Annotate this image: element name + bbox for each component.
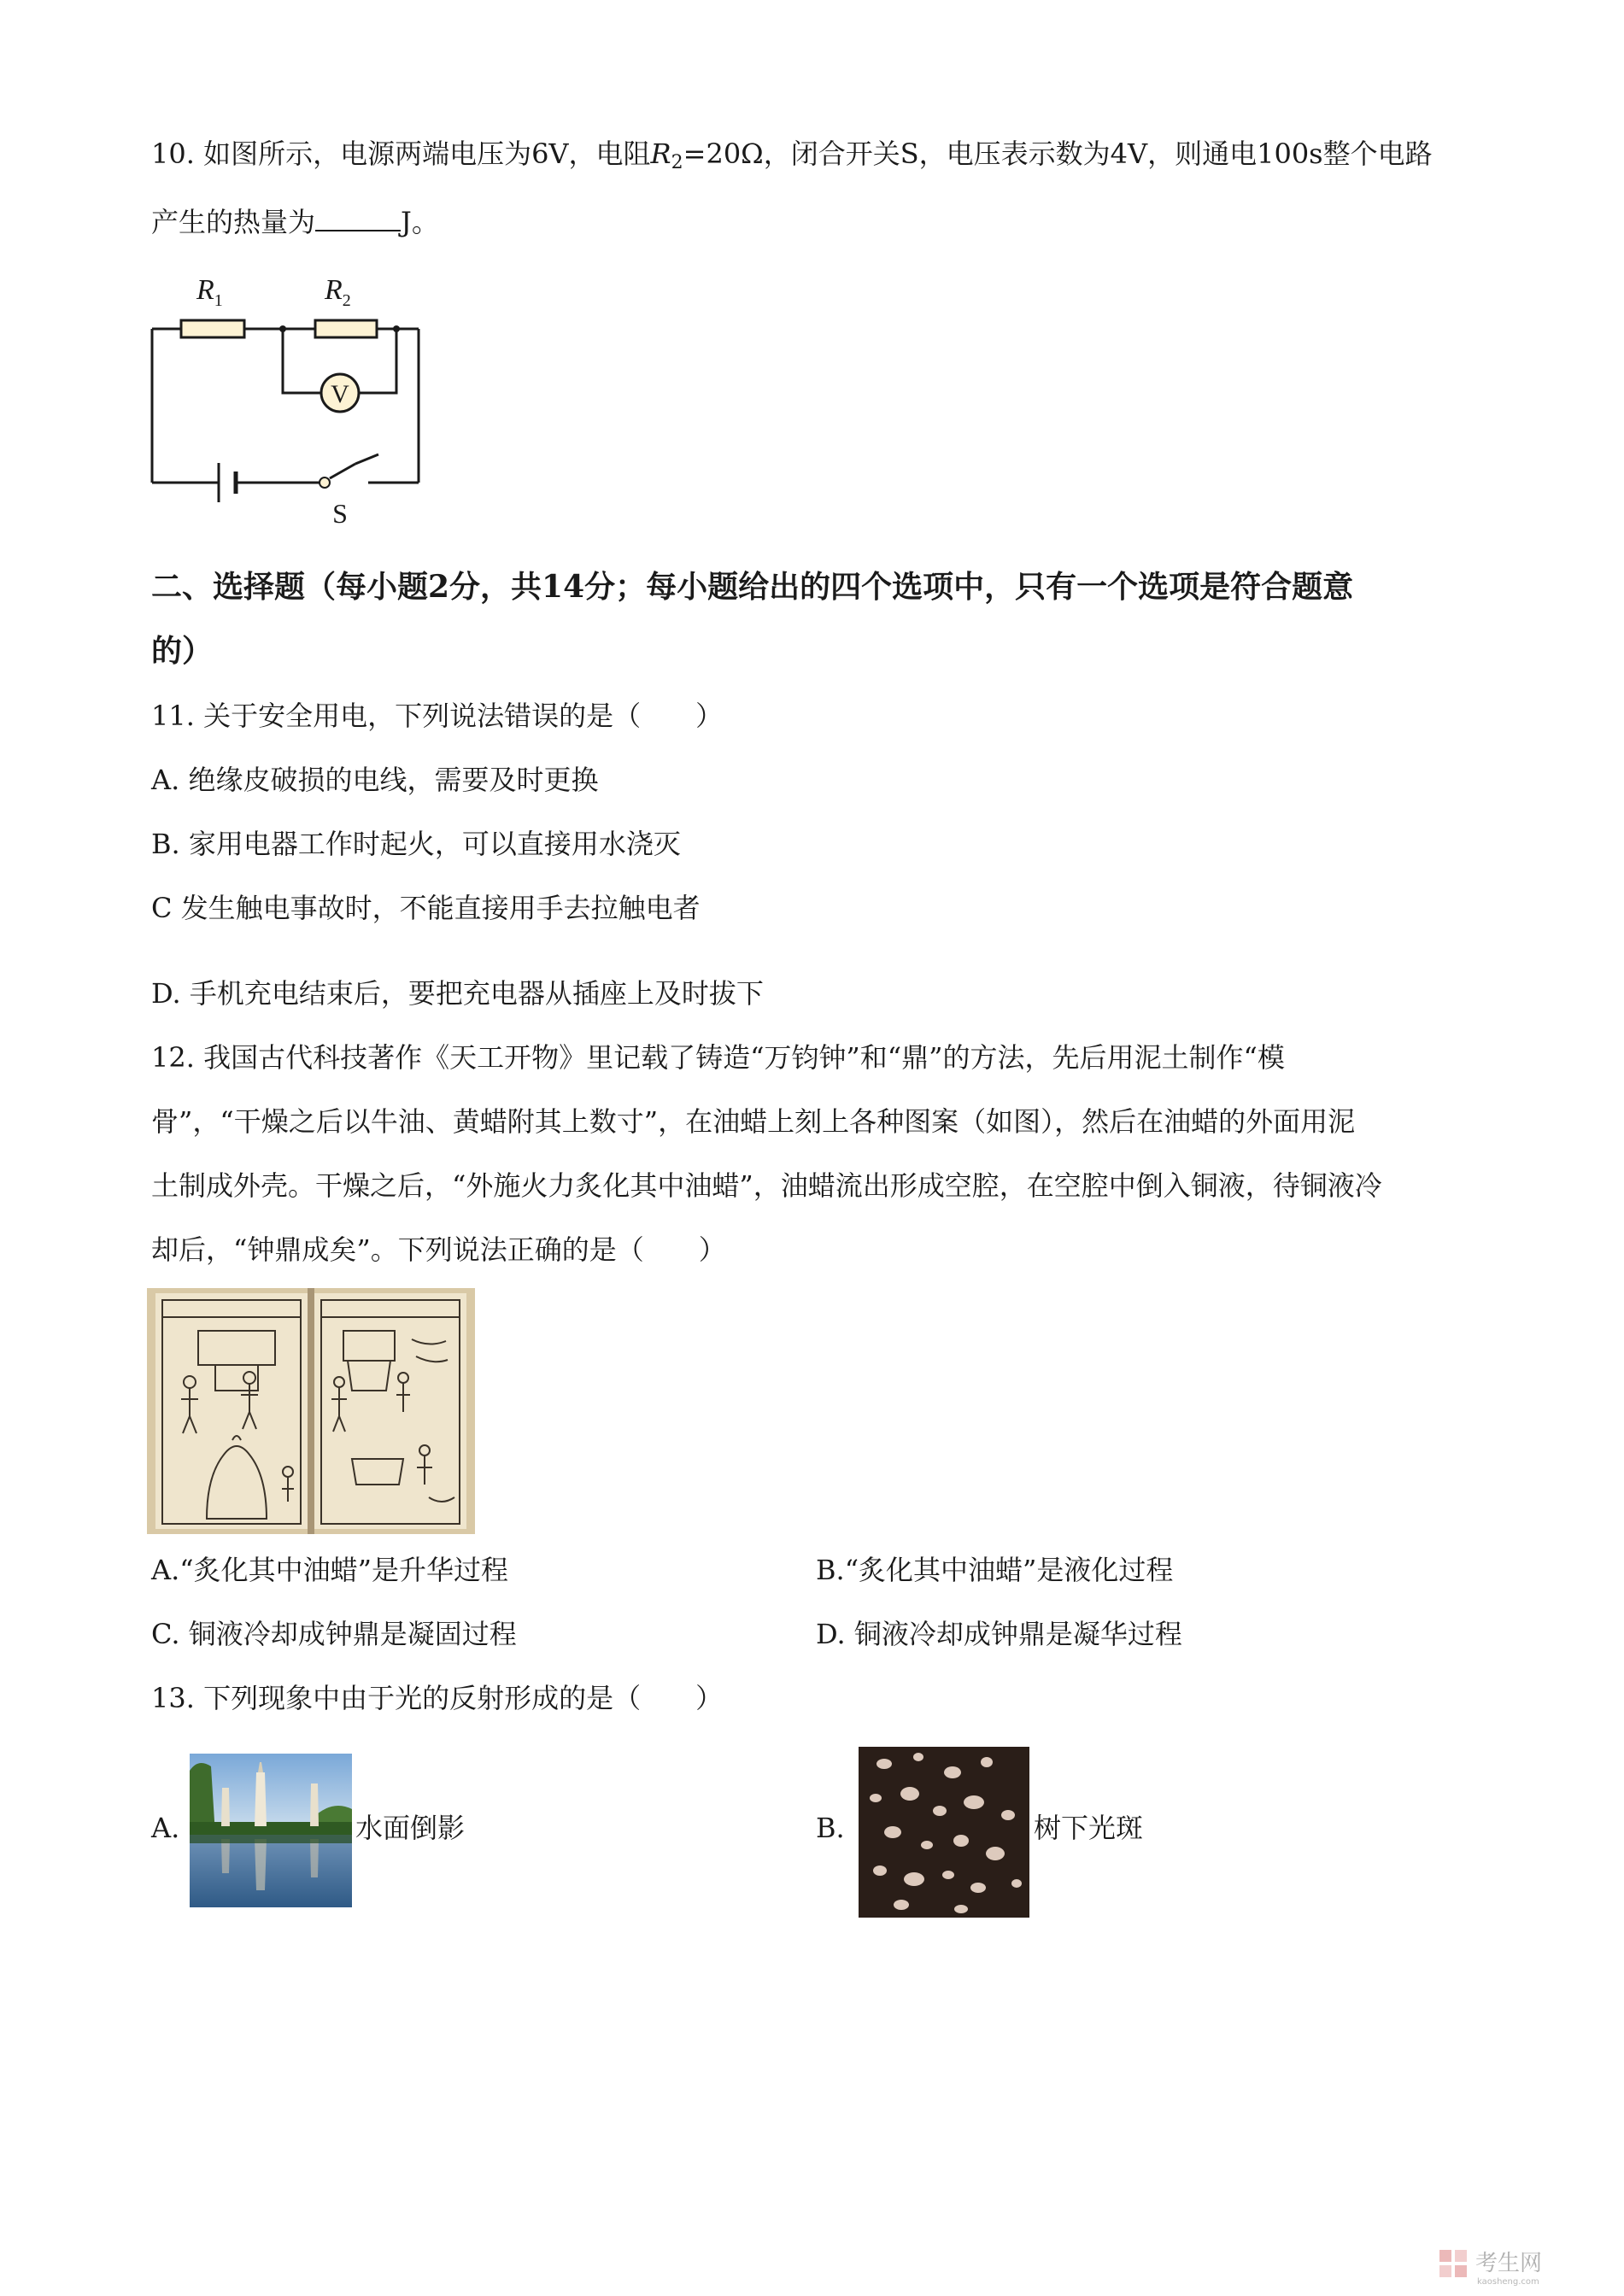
q12-option-d: D. 铜液冷却成钟鼎是凝华过程 [816, 1618, 1182, 1650]
r2-label: $R_2$ [325, 274, 351, 310]
q13-option-b-text: 树下光斑 [1034, 1812, 1144, 1844]
q13-option-a-text: 水面倒影 [355, 1812, 466, 1844]
water-reflection-photo [190, 1754, 352, 1907]
answer-blank [315, 206, 401, 231]
q12-line4: 却后，“钟鼎成矣”。下列说法正确的是（ ） [151, 1233, 726, 1266]
r2-resistor [315, 320, 377, 337]
q12-option-c: C. 铜液冷却成钟鼎是凝固过程 [151, 1618, 517, 1650]
tree-light-spots-photo [859, 1747, 1029, 1918]
q10-line2-prefix: 产生的热量为 [151, 206, 316, 238]
q12-option-b: B.“炙化其中油蜡”是液化过程 [816, 1554, 1174, 1586]
tiangong-kaiwu-illustration [147, 1288, 475, 1534]
switch-pivot [320, 477, 330, 488]
r1-label: $R_1$ [196, 274, 223, 310]
q13-option-b-label: B. [816, 1812, 845, 1844]
voltmeter-label: V [331, 380, 349, 408]
q12-line3: 土制成外壳。干燥之后，“外施火力炙化其中油蜡”，油蜡流出形成空腔，在空腔中倒入铜液，待铜液冷 [151, 1169, 1382, 1202]
q11-option-d: D. 手机充电结束后，要把充电器从插座上及时拔下 [151, 977, 764, 1010]
watermark-text: 考生网 [1475, 2251, 1543, 2276]
switch-label: S [332, 498, 348, 529]
r2-symbol: R [650, 138, 671, 170]
q11-option-b: B. 家用电器工作时起火，可以直接用水浇灭 [151, 828, 681, 860]
q12-line1: 12. 我国古代科技著作《天工开物》里记载了铸造“万钧钟”和“鼎”的方法，先后用泥土制作“模 [151, 1041, 1285, 1074]
r1-resistor [181, 320, 244, 337]
q13-stem: 13. 下列现象中由于光的反射形成的是（ ） [151, 1682, 724, 1714]
r2-subscript: 2 [671, 152, 683, 173]
q10-line1-prefix: 10. 如图所示，电源两端电压为6V，电阻 [151, 138, 651, 170]
q10-line1-suffix: =20Ω，闭合开关S，电压表示数为4V，则通电100s整个电路 [683, 138, 1433, 170]
q12-line2: 骨”，“干燥之后以牛油、黄蜡附其上数寸”，在油蜡上刻上各种图案（如图），然后在油蜡的外面用泥 [151, 1105, 1356, 1138]
q11-option-c: C 发生触电事故时，不能直接用手去拉触电者 [151, 892, 701, 924]
q12-option-a: A.“炙化其中油蜡”是升华过程 [151, 1554, 509, 1586]
q13-option-a-label: A. [151, 1812, 180, 1844]
section-heading-line1: 二、选择题（每小题2分，共14分；每小题给出的四个选项中，只有一个选项是符合题意 [151, 569, 1354, 605]
section-heading-line2: 的） [151, 633, 214, 669]
q10-line2-suffix: J。 [401, 206, 439, 238]
kaosheng-watermark [1436, 2245, 1598, 2287]
circuit-diagram [144, 265, 434, 530]
q11-option-a: A. 绝缘皮破损的电线，需要及时更换 [151, 764, 599, 796]
q10-line1 [151, 137, 1433, 180]
q11-stem: 11. 关于安全用电，下列说法错误的是（ ） [151, 700, 724, 732]
watermark-sub: kaosheng.com [1477, 2277, 1539, 2287]
q10-line2 [151, 205, 439, 239]
